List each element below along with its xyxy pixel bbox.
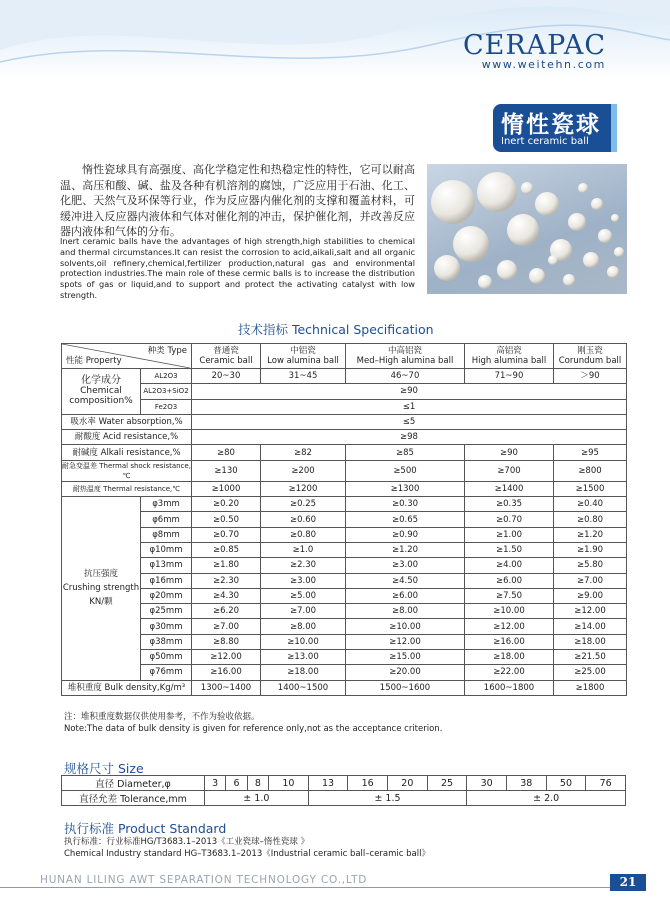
cell: ≥15.00 bbox=[346, 650, 465, 665]
cell: ≥6.00 bbox=[465, 573, 554, 588]
ceramic-ball-shape bbox=[453, 226, 489, 262]
diameter-cell: 38 bbox=[506, 776, 546, 791]
alkali-resistance-label: 耐碱度 Alkali resistance,% bbox=[62, 445, 192, 460]
crushing-row bbox=[62, 588, 627, 603]
ceramic-ball-shape bbox=[507, 214, 539, 246]
cell: ≥16.00 bbox=[465, 634, 554, 649]
cell: ≥1.00 bbox=[465, 527, 554, 542]
ceramic-ball-shape bbox=[548, 255, 558, 265]
cell: ≥10.00 bbox=[346, 619, 465, 634]
bulk-density-note bbox=[64, 711, 442, 735]
crushing-size: φ25mm bbox=[141, 604, 192, 619]
chem-merged-fe2o3: ≤1 bbox=[192, 399, 627, 414]
cell: 71~90 bbox=[465, 369, 554, 384]
chem-row-al2o3-sio2 bbox=[62, 384, 627, 399]
thermal-resistance-label: 耐热温度 Thermal resistance,℃ bbox=[62, 481, 192, 496]
ceramic-ball-shape bbox=[521, 182, 533, 194]
cell: ≥8.00 bbox=[261, 619, 346, 634]
cell: ≥9.00 bbox=[554, 588, 627, 603]
ceramic-ball-shape bbox=[478, 275, 492, 289]
tolerance-cell: ± 1.5 bbox=[308, 791, 467, 806]
cell: ≥21.50 bbox=[554, 650, 627, 665]
crushing-label-cell: 抗压强度 Crushing strength KN/颗 bbox=[62, 497, 141, 681]
ceramic-ball-shape bbox=[568, 213, 586, 231]
cell: ≥1.50 bbox=[465, 542, 554, 557]
corner-property-label: 性能 Property bbox=[66, 356, 122, 366]
bulk-density-label: 堆积重度 Bulk density,Kg/m³ bbox=[62, 680, 192, 695]
crushing-row bbox=[62, 619, 627, 634]
diameter-cell: 76 bbox=[586, 776, 626, 791]
diameter-cell: 13 bbox=[308, 776, 348, 791]
spec-table bbox=[61, 343, 627, 696]
cell: 1600~1800 bbox=[465, 680, 554, 695]
cell: ≥130 bbox=[192, 460, 261, 481]
diameter-cell: 16 bbox=[348, 776, 388, 791]
cell: ≥7.50 bbox=[465, 588, 554, 603]
cell: 46~70 bbox=[346, 369, 465, 384]
diameter-cell: 6 bbox=[226, 776, 247, 791]
tolerance-cell: ± 2.0 bbox=[467, 791, 626, 806]
cell: 1500~1600 bbox=[346, 680, 465, 695]
standard-cn: 执行标准：行业标准HG/T3683.1–2013《工业瓷球–惰性瓷球 》 bbox=[64, 837, 310, 847]
crushing-row bbox=[62, 497, 627, 512]
cell: ≥13.00 bbox=[261, 650, 346, 665]
spec-header-row bbox=[62, 344, 627, 369]
cell: ≥7.00 bbox=[261, 604, 346, 619]
water-absorption-value: ≤5 bbox=[192, 414, 627, 429]
cell: ≥7.00 bbox=[554, 573, 627, 588]
cell: ≥12.00 bbox=[192, 650, 261, 665]
cell: ≥1400 bbox=[465, 481, 554, 496]
standard-en: Chemical Industry standard HG–T3683.1–2013《Industrial ceramic ball–ceramic ball》 bbox=[64, 849, 430, 859]
crushing-row bbox=[62, 542, 627, 557]
cell: ≥2.30 bbox=[261, 558, 346, 573]
product-title-cn: 惰性瓷球 bbox=[501, 112, 601, 138]
cell: ≥0.40 bbox=[554, 497, 627, 512]
cell: 20~30 bbox=[192, 369, 261, 384]
cell: ≥8.80 bbox=[192, 634, 261, 649]
cell: ≥16.00 bbox=[192, 665, 261, 680]
brand-logo-text: CERAPAC bbox=[462, 30, 606, 61]
ceramic-balls-photo bbox=[427, 164, 627, 294]
cell: 1300~1400 bbox=[192, 680, 261, 695]
acid-resistance-row bbox=[62, 430, 627, 445]
cell: ≥1300 bbox=[346, 481, 465, 496]
corner-type-label: 种类 Type bbox=[147, 346, 187, 356]
water-absorption-label: 吸水率 Water absorption,% bbox=[62, 414, 192, 429]
cell: ≥3.00 bbox=[346, 558, 465, 573]
col-header-corundum: 刚玉瓷 Corundum ball bbox=[554, 344, 627, 369]
page-header bbox=[0, 0, 670, 80]
cell: ≥12.00 bbox=[554, 604, 627, 619]
crushing-row bbox=[62, 604, 627, 619]
page-number: 21 bbox=[610, 874, 646, 891]
ceramic-ball-shape bbox=[578, 183, 588, 193]
cell: ≥14.00 bbox=[554, 619, 627, 634]
crushing-size: φ20mm bbox=[141, 588, 192, 603]
ceramic-ball-shape bbox=[434, 255, 460, 281]
cell: ≥12.00 bbox=[465, 619, 554, 634]
ceramic-ball-shape bbox=[431, 180, 475, 224]
spec-corner-cell bbox=[62, 344, 192, 369]
cell: ≥0.70 bbox=[192, 527, 261, 542]
thermal-shock-label: 耐急变温差 Thermal shock resistance,℃ bbox=[62, 461, 191, 480]
product-title-en: Inert ceramic ball bbox=[501, 136, 589, 147]
crushing-strength-rows bbox=[62, 497, 627, 681]
cell: ≥18.00 bbox=[554, 634, 627, 649]
ceramic-ball-shape bbox=[535, 192, 559, 216]
cell: ≥80 bbox=[192, 445, 261, 460]
crushing-row bbox=[62, 512, 627, 527]
crushing-size: φ16mm bbox=[141, 573, 192, 588]
size-table bbox=[61, 775, 626, 806]
ceramic-ball-shape bbox=[529, 268, 545, 284]
cell: ≥6.20 bbox=[192, 604, 261, 619]
cell: ≥20.00 bbox=[346, 665, 465, 680]
brand-website: www.weitehn.com bbox=[481, 58, 606, 71]
cell: ≥0.70 bbox=[465, 512, 554, 527]
cell: ≥0.30 bbox=[346, 497, 465, 512]
cell: ≥0.60 bbox=[261, 512, 346, 527]
diameter-label: 直径 Diameter,φ bbox=[62, 776, 205, 791]
diameter-cell: 20 bbox=[388, 776, 428, 791]
cell: ≥3.00 bbox=[261, 573, 346, 588]
cell: ≥0.80 bbox=[261, 527, 346, 542]
crushing-size: φ13mm bbox=[141, 558, 192, 573]
cell: ≥18.00 bbox=[465, 650, 554, 665]
spec-section-title: 技术指标 Technical Specification bbox=[238, 322, 434, 337]
cell: ≥1000 bbox=[192, 481, 261, 496]
cell: ≥4.50 bbox=[346, 573, 465, 588]
crushing-row bbox=[62, 558, 627, 573]
acid-resistance-label: 耐酸度 Acid resistance,% bbox=[62, 430, 192, 445]
cell: ≥5.00 bbox=[261, 588, 346, 603]
cell: ≥12.00 bbox=[346, 634, 465, 649]
intro-text-en: Inert ceramic balls have the advantages of high strength,high stabilities to chemical and thermal circumstances.It can resist the corrosion to acid,aikali,salt and all organic solvents,oil refinery,chemical,fertilizer production,natural gas and environmental protection industries.The main role of these cermic balls is to increase the distribution spots of gas or liquid,and to support and protect the activating catalyst with low strength. bbox=[60, 236, 415, 300]
chem-merged-al2o3-sio2: ≥90 bbox=[192, 384, 627, 399]
chem-sub-al2o3: AL2O3 bbox=[141, 369, 192, 384]
note-cn: 注：堆积重度数据仅供使用参考，不作为验收依据。 bbox=[64, 712, 260, 722]
cell: ≥2.30 bbox=[192, 573, 261, 588]
cell: ≥10.00 bbox=[465, 604, 554, 619]
cell: ≥0.25 bbox=[261, 497, 346, 512]
ceramic-ball-shape bbox=[611, 214, 619, 222]
diameter-cell: 10 bbox=[269, 776, 309, 791]
cell: ≥82 bbox=[261, 445, 346, 460]
cell: ≥18.00 bbox=[261, 665, 346, 680]
footer-company: HUNAN LILING AWT SEPARATION TECHNOLOGY CO.,LTD bbox=[40, 874, 368, 886]
crushing-size: φ38mm bbox=[141, 634, 192, 649]
thermal-shock-row bbox=[62, 460, 627, 481]
product-title-box bbox=[493, 104, 611, 152]
crushing-row bbox=[62, 634, 627, 649]
crushing-row bbox=[62, 665, 627, 680]
ceramic-ball-shape bbox=[614, 247, 624, 257]
cell: ＞90 bbox=[554, 369, 627, 384]
cell: ≥0.35 bbox=[465, 497, 554, 512]
cell: ≥0.20 bbox=[192, 497, 261, 512]
cell: ≥1500 bbox=[554, 481, 627, 496]
ceramic-balls-illustration bbox=[427, 164, 627, 294]
cell: ≥0.85 bbox=[192, 542, 261, 557]
cell: ≥200 bbox=[261, 460, 346, 481]
cell: ≥6.00 bbox=[346, 588, 465, 603]
acid-resistance-value: ≥98 bbox=[192, 430, 627, 445]
cell: ≥1.20 bbox=[554, 527, 627, 542]
bulk-density-row bbox=[62, 680, 627, 695]
cell: ≥10.00 bbox=[261, 634, 346, 649]
crushing-row bbox=[62, 650, 627, 665]
tolerance-cell: ± 1.0 bbox=[205, 791, 309, 806]
crushing-size: φ30mm bbox=[141, 619, 192, 634]
size-section-title: 规格尺寸 Size bbox=[64, 761, 144, 776]
cell: ≥1.0 bbox=[261, 542, 346, 557]
ceramic-ball-shape bbox=[477, 172, 517, 212]
cell: ≥25.00 bbox=[554, 665, 627, 680]
cell: ≥0.50 bbox=[192, 512, 261, 527]
diameter-cell: 30 bbox=[467, 776, 507, 791]
standard-text bbox=[64, 836, 430, 860]
crushing-size: φ3mm bbox=[141, 497, 192, 512]
tolerance-row bbox=[62, 791, 626, 806]
cell: ≥700 bbox=[465, 460, 554, 481]
cell: ≥1200 bbox=[261, 481, 346, 496]
cell: ≥85 bbox=[346, 445, 465, 460]
col-header-low-alumina: 中铝瓷 Low alumina ball bbox=[261, 344, 346, 369]
ceramic-ball-shape bbox=[607, 266, 619, 278]
diameter-cell: 25 bbox=[427, 776, 467, 791]
cell: ≥22.00 bbox=[465, 665, 554, 680]
ceramic-ball-shape bbox=[598, 229, 612, 243]
water-absorption-row bbox=[62, 414, 627, 429]
cell: ≥1.90 bbox=[554, 542, 627, 557]
chem-label-cell: 化学成分 Chemical composition% bbox=[62, 369, 141, 415]
tolerance-label: 直径允差 Tolerance,mm bbox=[62, 791, 205, 806]
title-accent-bar bbox=[611, 104, 617, 152]
col-header-ceramic: 普通瓷 Ceramic ball bbox=[192, 344, 261, 369]
chem-sub-al2o3-sio2: AL2O3+SiO2 bbox=[141, 384, 192, 399]
cell: ≥1.80 bbox=[192, 558, 261, 573]
cell: ≥500 bbox=[346, 460, 465, 481]
crushing-size: φ76mm bbox=[141, 665, 192, 680]
intro-text-cn: 惰性瓷球具有高强度、高化学稳定性和热稳定性的特性，它可以耐高温、高压和酸、碱、盐及各种有机溶剂的腐蚀，广泛应用于石油、化工、化肥、天然气及环保等行业，作为反应器内催化剂的支撑和覆盖材料，可缓冲进入反应器内液体和气体对催化剂的冲击，保护催化剂，并改善反应器内液体和气体的分布。 bbox=[60, 163, 415, 238]
thermal-resistance-row bbox=[62, 481, 627, 496]
col-header-high-alumina: 高铝瓷 High alumina ball bbox=[465, 344, 554, 369]
diameter-cell: 8 bbox=[247, 776, 268, 791]
ceramic-ball-shape bbox=[563, 274, 575, 286]
cell: ≥4.30 bbox=[192, 588, 261, 603]
chem-sub-fe2o3: Fe2O3 bbox=[141, 399, 192, 414]
cell: ≥8.00 bbox=[346, 604, 465, 619]
col-header-med-high-alumina: 中高铝瓷 Med–High alumina ball bbox=[346, 344, 465, 369]
cell: ≥1.20 bbox=[346, 542, 465, 557]
cell: ≥0.80 bbox=[554, 512, 627, 527]
cell: ≥7.00 bbox=[192, 619, 261, 634]
cell: ≥5.80 bbox=[554, 558, 627, 573]
cell: ≥4.00 bbox=[465, 558, 554, 573]
crushing-size: φ8mm bbox=[141, 527, 192, 542]
note-en: Note:The data of bulk density is given for reference only,not as the acceptance criterion. bbox=[64, 724, 443, 734]
crushing-row bbox=[62, 527, 627, 542]
cell: ≥0.90 bbox=[346, 527, 465, 542]
chem-row-fe2o3 bbox=[62, 399, 627, 414]
crushing-row bbox=[62, 573, 627, 588]
cell: 1400~1500 bbox=[261, 680, 346, 695]
cell: ≥1800 bbox=[554, 680, 627, 695]
crushing-size: φ10mm bbox=[141, 542, 192, 557]
cell: ≥90 bbox=[465, 445, 554, 460]
cell: 31~45 bbox=[261, 369, 346, 384]
ceramic-ball-shape bbox=[497, 260, 517, 280]
chem-row-al2o3 bbox=[62, 369, 627, 384]
cell: ≥0.65 bbox=[346, 512, 465, 527]
cell: ≥800 bbox=[554, 460, 627, 481]
ceramic-ball-shape bbox=[583, 252, 599, 268]
alkali-resistance-row bbox=[62, 445, 627, 460]
footer-line bbox=[0, 887, 610, 888]
diameter-row bbox=[62, 776, 626, 791]
diameter-cell: 50 bbox=[546, 776, 586, 791]
standard-section-title: 执行标准 Product Standard bbox=[64, 821, 227, 836]
crushing-size: φ6mm bbox=[141, 512, 192, 527]
ceramic-ball-shape bbox=[591, 198, 603, 210]
cell: ≥95 bbox=[554, 445, 627, 460]
diameter-cell: 3 bbox=[205, 776, 226, 791]
crushing-size: φ50mm bbox=[141, 650, 192, 665]
